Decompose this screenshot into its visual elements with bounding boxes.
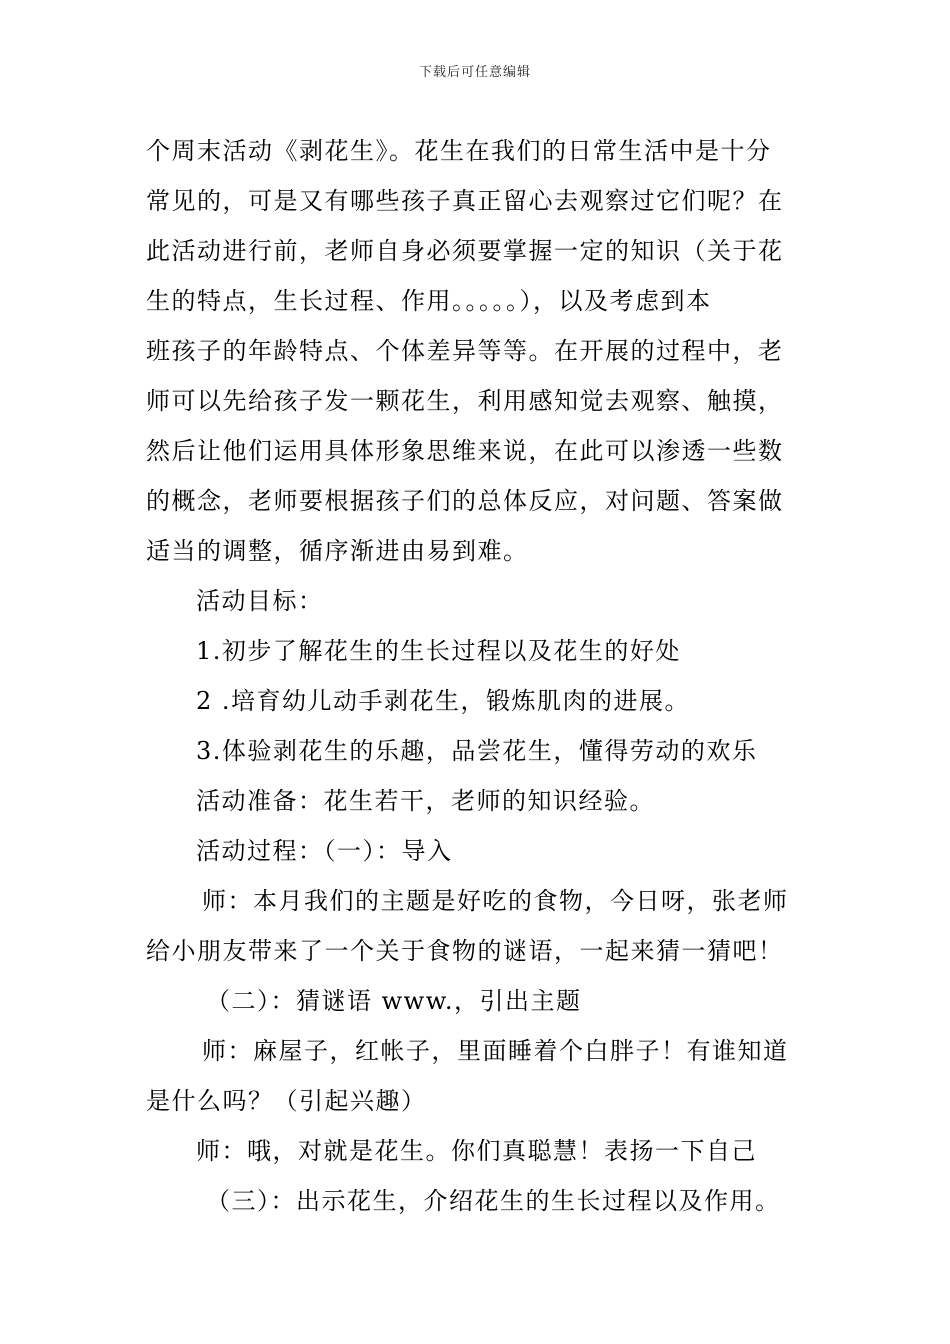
paragraph-line: 适当的调整，循序渐进由易到难。 [146,537,529,565]
paragraph-line: 常见的，可是又有哪些孩子真正留心去观察过它们呢？在 [146,187,784,215]
paragraph-line: 师可以先给孩子发一颗花生，利用感知觉去观察、触摸， [146,387,784,415]
paragraph-line: 个周末活动《剥花生》。花生在我们的日常生活中是十分 [146,137,772,165]
preparation-line: 活动准备：花生若干，老师的知识经验。 [196,787,655,815]
page-header: 下载后可任意编辑 [418,65,531,80]
goal-item-3: 3.体验剥花生的乐趣，品尝花生，懂得劳动的欢乐 [196,737,758,765]
teacher-speech-line: 师：麻屋子，红帐子，里面睡着个白胖子！有谁知道 [202,1037,789,1065]
process-heading: 活动过程：（一）：导入 [196,837,453,865]
paragraph-line: 班孩子的年龄特点、个体差异等等。在开展的过程中，老 [146,337,784,365]
paragraph-line: 此活动进行前，老师自身必须要掌握一定的知识（关于花 [146,237,784,265]
goal-item-1: 1.初步了解花生的生长过程以及花生的好处 [196,637,681,665]
teacher-speech-line: 师：本月我们的主题是好吃的食物，今日呀，张老师 [202,887,789,915]
goals-heading: 活动目标： [196,587,324,615]
document-body [146,126,816,1226]
step-heading-3: （三）：出示花生，介绍花生的生长过程以及作用。 [206,1187,781,1215]
step-heading-2: （二）：猜谜语 www.，引出主题 [206,987,582,1015]
teacher-speech-line: 给小朋友带来了一个关于食物的谜语，一起来猜一猜吧！ [146,937,784,965]
goal-item-2: 2 .培育幼儿动手剥花生，锻炼肌肉的进展。 [196,687,691,715]
teacher-speech-line: 师：哦，对就是花生。你们真聪慧！表扬一下自己 [196,1137,757,1165]
paragraph-line: 的概念，老师要根据孩子们的总体反应，对问题、答案做 [146,487,784,515]
paragraph-line: 然后让他们运用具体形象思维来说，在此可以渗透一些数 [146,437,784,465]
teacher-speech-line: 是什么吗？（引起兴趣） [146,1087,427,1115]
paragraph-line: 生的特点，生长过程、作用。。。。。），以及考虑到本 [146,287,712,315]
